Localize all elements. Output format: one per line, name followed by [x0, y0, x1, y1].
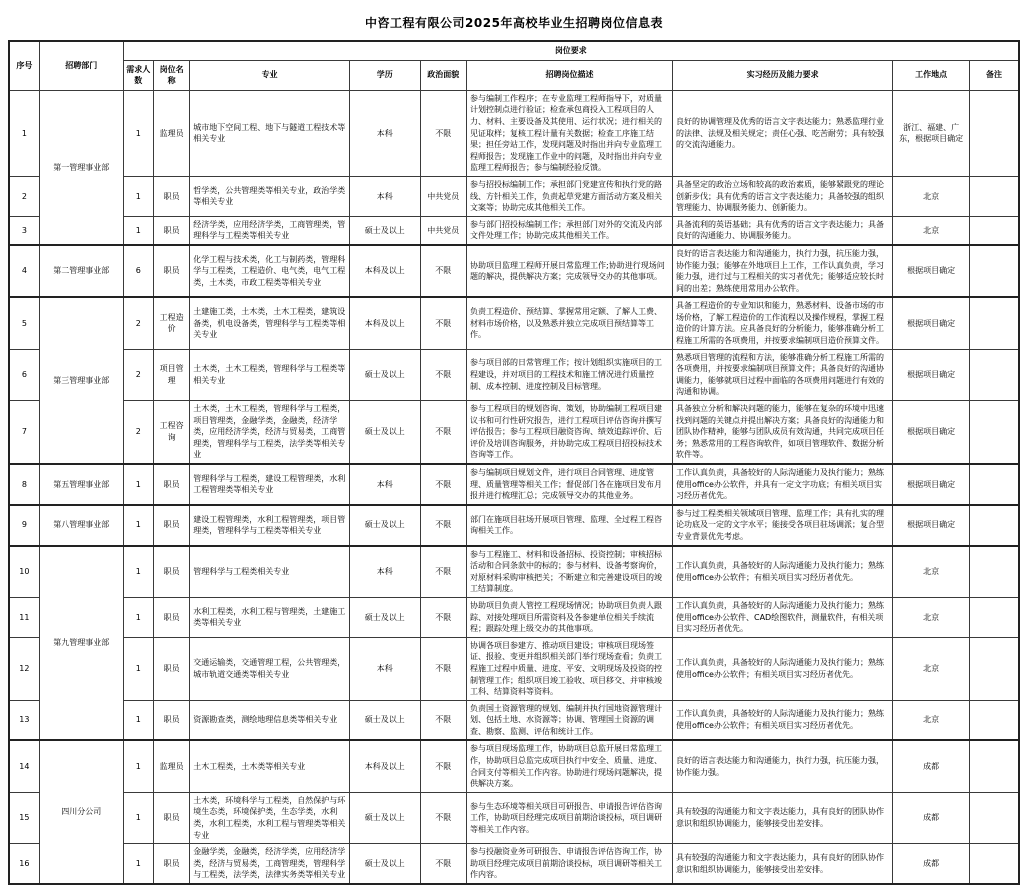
- row-location: 根据项目确定: [893, 401, 970, 464]
- row-no: 12: [9, 637, 39, 700]
- row-major: 土木类，环境科学与工程类，自然保护与环境生态类，环境保护类，生态学类，水利类，水利工程类，水利工程与管理类等相关专业: [190, 792, 350, 843]
- row-experience: 工作认真负责，具备较好的人际沟通能力及执行能力；熟练使用office办公软件；有相关项目实习经历者优先。: [673, 546, 893, 598]
- header-no: 序号: [9, 41, 39, 90]
- row-experience: 具备工程造价的专业知识和能力，熟悉材料、设备市场的市场价格，了解工程造价的工作流程以及操作规程，掌握工程造价的计算方法。应具备良好的分析能力，能够准确分析工程施工所需的各项费用，并按要求编制项目造价预算文件。: [673, 297, 893, 349]
- row-no: 9: [9, 505, 39, 546]
- row-political: 不限: [420, 637, 466, 700]
- row-remark: [969, 597, 1019, 637]
- row-experience: 工作认真负责，具备较好的人际沟通能力及执行能力；熟练使用office办公软件、CAD绘图软件，测量软件，有相关项目实习经历者优先。: [673, 597, 893, 637]
- row-job-title: 职员: [153, 844, 189, 884]
- row-job-title: 职员: [153, 546, 189, 598]
- row-experience: 熟悉项目管理的流程和方法，能够准确分析工程施工所需的各项费用，并按要求编制项目预算文件；具备良好的沟通协调能力，能够就项目过程中面临的各项费用问题进行有效的沟通和协调。: [673, 349, 893, 400]
- row-job-title: 职员: [153, 700, 189, 740]
- row-description: 参与编制项目规划文件，进行项目合同管理、进度管理、质量管理等相关工作；督促部门各在施项目发布月报并进行梳理汇总；完成领导交办的其他业务。: [467, 464, 673, 505]
- dept-cell: 四川分公司: [39, 740, 123, 884]
- header-row-sub: [9, 60, 1019, 90]
- row-job-title: 职员: [153, 245, 189, 297]
- row-degree: 硕士及以上: [349, 401, 420, 464]
- row-major: 土木类，土木工程类，管理科学与工程类等相关专业: [190, 349, 350, 400]
- row-job-title: 工程造价: [153, 297, 189, 349]
- row-count: 2: [123, 349, 153, 400]
- row-political: 不限: [420, 700, 466, 740]
- row-political: 不限: [420, 297, 466, 349]
- row-count: 1: [123, 464, 153, 505]
- row-political: 不限: [420, 245, 466, 297]
- row-remark: [969, 546, 1019, 598]
- row-description: 负责国土资源管理的规划、编制并执行国地资源管理计划、包括土地、水资源等；协调、管理国土资源的调查、勘察、监测、评估和统计工作。: [467, 700, 673, 740]
- row-degree: 硕士及以上: [349, 505, 420, 546]
- row-no: 6: [9, 349, 39, 400]
- row-job-title: 监理员: [153, 90, 189, 176]
- row-location: 根据项目确定: [893, 245, 970, 297]
- row-experience: 具有较强的沟通能力和文字表达能力，具有良好的团队协作意识和组织协调能力，能够接受出差安排。: [673, 844, 893, 884]
- row-political: 不限: [420, 464, 466, 505]
- row-degree: 本科: [349, 90, 420, 176]
- dept-cell: 第二管理事业部: [39, 245, 123, 297]
- table-row: [9, 546, 1019, 598]
- row-experience: 良好的协调管理及优秀的语言文字表达能力；熟悉监理行业的法律、法规及相关规定；责任心强、吃苦耐劳；具有较强的交流沟通能力。: [673, 90, 893, 176]
- row-major: 经济学类，应用经济学类，工商管理类，管理科学与工程类等相关专业: [190, 216, 350, 245]
- row-location: 北京: [893, 637, 970, 700]
- row-job-title: 职员: [153, 792, 189, 843]
- row-experience: 良好的语言表达能力和沟通能力，执行力强，抗压能力强，协作能力强。: [673, 740, 893, 792]
- row-description: 负责工程造价、预结算、掌握常用定额、了解人工费、材料市场价格，以及熟悉并独立完成项目预结算等工作。: [467, 297, 673, 349]
- row-count: 1: [123, 637, 153, 700]
- row-count: 6: [123, 245, 153, 297]
- row-experience: 良好的语言表达能力和沟通能力，执行力强，抗压能力强，协作能力强；能够在外地项目上工作，工作认真负责，学习能力强，进行过与工程相关的实习者优先；能够适应较长时间的出差；熟练使用常用办公软件。: [673, 245, 893, 297]
- dept-cell: 第八管理事业部: [39, 505, 123, 546]
- row-no: 8: [9, 464, 39, 505]
- row-major: 金融学类，金融类，经济学类，应用经济学类，经济与贸易类，工商管理类，管理科学与工程类，法学类，法律实务类等相关专业: [190, 844, 350, 884]
- row-remark: [969, 176, 1019, 216]
- dept-cell: 第五管理事业部: [39, 464, 123, 505]
- row-description: 参与项目部的日常管理工作；按计划组织实施项目的工程建设，并对项目的工程技术和施工情况进行质量控制、成本控制、进度控制及目标管理。: [467, 349, 673, 400]
- row-job-title: 职员: [153, 464, 189, 505]
- row-major: 哲学类，公共管理类等相关专业，政治学类等相关专业: [190, 176, 350, 216]
- row-degree: 本科: [349, 637, 420, 700]
- row-count: 1: [123, 505, 153, 546]
- row-major: 城市地下空间工程、地下与隧道工程技术等相关专业: [190, 90, 350, 176]
- row-count: 2: [123, 297, 153, 349]
- row-description: 参与生态环境等相关项目可研报告、申请报告评估咨询工作，协助项目经理完成项目前期洽谈投标，项目调研等相关工作内容。: [467, 792, 673, 843]
- row-degree: 硕士及以上: [349, 597, 420, 637]
- row-job-title: 项目管理: [153, 349, 189, 400]
- dept-cell: 第三管理事业部: [39, 297, 123, 464]
- row-political: 中共党员: [420, 216, 466, 245]
- header-requirements-group: 岗位要求: [123, 41, 1019, 60]
- row-no: 5: [9, 297, 39, 349]
- row-job-title: 工程咨询: [153, 401, 189, 464]
- row-description: 协助项目负责人管控工程现场情况；协助项目负责人跟踪、对接处理项目所需资料及各参建单位相关手续流程；跟踪处理上级交办的其他事项。: [467, 597, 673, 637]
- table-row: [9, 637, 1019, 700]
- row-political: 不限: [420, 597, 466, 637]
- row-major: 土木类，土木工程类，管理科学与工程类，项目管理类，金融学类，金融类，经济学类，应用经济学类，经济与贸易类，工商管理类，管理科学与工程类，法学类等相关专业: [190, 401, 350, 464]
- row-description: 参与投融资业务可研报告、申请报告评估咨询工作，协助项目经理完成项目前期洽谈投标，项目调研等相关工作内容。: [467, 844, 673, 884]
- row-no: 16: [9, 844, 39, 884]
- dept-cell: 第一管理事业部: [39, 90, 123, 245]
- row-degree: 本科及以上: [349, 740, 420, 792]
- row-experience: 参与过工程类相关领域项目管理、监理工作；具有扎实的理论功底及一定的文字水平；能接受各项目驻场调派；复合型专业背景优先考虑。: [673, 505, 893, 546]
- row-major: 土木工程类，土木类等相关专业: [190, 740, 350, 792]
- table-row: [9, 297, 1019, 349]
- page-title: 中咨工程有限公司2025年高校毕业生招聘岗位信息表: [365, 16, 663, 30]
- table-row: [9, 464, 1019, 505]
- header-dept: 招聘部门: [39, 41, 123, 90]
- row-remark: [969, 216, 1019, 245]
- row-count: 1: [123, 90, 153, 176]
- row-political: 不限: [420, 401, 466, 464]
- header-major: 专业: [190, 60, 350, 90]
- row-degree: 硕士及以上: [349, 349, 420, 400]
- row-major: 交通运输类，交通管理工程，公共管理类，城市轨道交通类等相关专业: [190, 637, 350, 700]
- row-experience: 具备独立分析和解决问题的能力，能够在复杂的环境中迅速找到问题的关键点并提出解决方案；具备良好的沟通能力和团队协作精神，能够与团队成员有效沟通，共同完成项目任务；熟悉常用的工程咨询软件，如项目管理软件、数据分析软件等。: [673, 401, 893, 464]
- row-political: 不限: [420, 546, 466, 598]
- header-count: 需求人数: [123, 60, 153, 90]
- row-description: 部门在施项目驻场开展项目管理、监理、全过程工程咨询相关工作。: [467, 505, 673, 546]
- row-location: 根据项目确定: [893, 505, 970, 546]
- row-no: 2: [9, 176, 39, 216]
- row-count: 1: [123, 700, 153, 740]
- row-location: 成都: [893, 740, 970, 792]
- row-experience: 工作认真负责，具备较好的人际沟通能力及执行能力；熟练使用office办公软件；有相关项目实习经历者优先。: [673, 637, 893, 700]
- row-location: 北京: [893, 216, 970, 245]
- row-no: 10: [9, 546, 39, 598]
- row-location: 根据项目确定: [893, 349, 970, 400]
- row-no: 4: [9, 245, 39, 297]
- row-job-title: 监理员: [153, 740, 189, 792]
- table-row: [9, 700, 1019, 740]
- row-political: 中共党员: [420, 176, 466, 216]
- header-row-top: [9, 41, 1019, 60]
- row-description: 协调各项目参建方、推动项目建设；审核项目现场签证、报验、变更并组织相关部门举行现场查看；负责工程施工过程中质量、进度、平安、文明现场及投资的控制管理工作；组织项目竣工验收、项目移交、并审核竣工科、结算资料等资料。: [467, 637, 673, 700]
- row-remark: [969, 740, 1019, 792]
- row-remark: [969, 349, 1019, 400]
- row-job-title: 职员: [153, 216, 189, 245]
- row-degree: 本科: [349, 176, 420, 216]
- row-political: 不限: [420, 792, 466, 843]
- header-degree: 学历: [349, 60, 420, 90]
- row-experience: 具备坚定的政治立场和较高的政治素质，能够紧跟党的理论创新步伐；具有优秀的语言文字表达能力；具备较强的组织管理能力、协调服务能力、创新能力。: [673, 176, 893, 216]
- table-row: [9, 90, 1019, 176]
- row-degree: 本科: [349, 546, 420, 598]
- row-job-title: 职员: [153, 637, 189, 700]
- row-degree: 本科及以上: [349, 297, 420, 349]
- row-major: 建设工程管理类，水利工程管理类，项目管理类，管理科学与工程类等相关专业: [190, 505, 350, 546]
- table-row: [9, 740, 1019, 792]
- row-remark: [969, 505, 1019, 546]
- row-political: 不限: [420, 90, 466, 176]
- row-political: 不限: [420, 505, 466, 546]
- row-major: 管理科学与工程类，建设工程管理类，水利工程管理类等相关专业: [190, 464, 350, 505]
- row-no: 7: [9, 401, 39, 464]
- table-row: [9, 176, 1019, 216]
- table-row: [9, 216, 1019, 245]
- table-row: [9, 505, 1019, 546]
- row-job-title: 职员: [153, 597, 189, 637]
- row-description: 参与部门招投标编制工作；承担部门对外的交流及内部文件处理工作；协助完成其他相关工作。: [467, 216, 673, 245]
- row-description: 参与工程施工、材料和设备招标、投资控制；审核招标活动和合同条款中的标的；参与材料、设备考察询价，对原材料采购审核把关；不断建立和完善建设项目的竣工结算制度。: [467, 546, 673, 598]
- row-location: 根据项目确定: [893, 297, 970, 349]
- row-job-title: 职员: [153, 176, 189, 216]
- row-remark: [969, 637, 1019, 700]
- row-remark: [969, 464, 1019, 505]
- header-description: 招聘岗位描述: [467, 60, 673, 90]
- row-location: 北京: [893, 700, 970, 740]
- row-location: 根据项目确定: [893, 464, 970, 505]
- dept-cell: 第九管理事业部: [39, 546, 123, 741]
- row-degree: 本科: [349, 464, 420, 505]
- row-no: 11: [9, 597, 39, 637]
- row-major: 资源勘查类，测绘地理信息类等相关专业: [190, 700, 350, 740]
- row-location: 成都: [893, 792, 970, 843]
- header-political: 政治面貌: [420, 60, 466, 90]
- row-political: 不限: [420, 740, 466, 792]
- header-remark: 备注: [969, 60, 1019, 90]
- row-remark: [969, 297, 1019, 349]
- row-major: 管理科学与工程类相关专业: [190, 546, 350, 598]
- header-experience: 实习经历及能力要求: [673, 60, 893, 90]
- table-row: [9, 401, 1019, 464]
- row-location: 成都: [893, 844, 970, 884]
- header-location: 工作地点: [893, 60, 970, 90]
- row-remark: [969, 700, 1019, 740]
- table-row: [9, 844, 1019, 884]
- row-description: 参与项目现场监理工作，协助项目总监开展日常监理工作，协助项目总监完成项目执行中安全、质量、进度、合同支付等相关工作内容。协助进行现场问题解决，提供解决方案。: [467, 740, 673, 792]
- row-count: 1: [123, 216, 153, 245]
- row-count: 2: [123, 401, 153, 464]
- row-remark: [969, 792, 1019, 843]
- row-count: 1: [123, 597, 153, 637]
- row-job-title: 职员: [153, 505, 189, 546]
- row-count: 1: [123, 740, 153, 792]
- row-description: 协助项目监理工程师开展日常监理工作;协助进行现场问题的解决，提供解决方案；完成领导交办的其他事项。: [467, 245, 673, 297]
- row-experience: 具有较强的沟通能力和文字表达能力，具有良好的团队协作意识和组织协调能力，能够接受出差安排。: [673, 792, 893, 843]
- row-description: 参与工程项目的规划咨询、策划，协助编制工程项目建议书和可行性研究报告，进行工程项目评估咨询并撰写评估报告；参与工程项目融资咨询、绩效追踪评价、后评价及培训咨询服务，并协助完成工程项目招投标技术咨询等工作。: [467, 401, 673, 464]
- row-count: 1: [123, 792, 153, 843]
- row-count: 1: [123, 176, 153, 216]
- row-location: 北京: [893, 597, 970, 637]
- row-location: 北京: [893, 176, 970, 216]
- row-political: 不限: [420, 844, 466, 884]
- row-no: 14: [9, 740, 39, 792]
- row-degree: 硕士及以上: [349, 792, 420, 843]
- row-experience: 具备流利的英语基础；具有优秀的语言文字表达能力；具备良好的沟通能力、协调服务能力。: [673, 216, 893, 245]
- row-location: 浙江、福建、广东，根据项目确定: [893, 90, 970, 176]
- row-no: 1: [9, 90, 39, 176]
- row-no: 15: [9, 792, 39, 843]
- table-row: [9, 597, 1019, 637]
- row-degree: 硕士及以上: [349, 700, 420, 740]
- table-row: [9, 792, 1019, 843]
- row-count: 1: [123, 546, 153, 598]
- row-count: 1: [123, 844, 153, 884]
- row-political: 不限: [420, 349, 466, 400]
- row-remark: [969, 245, 1019, 297]
- row-no: 13: [9, 700, 39, 740]
- row-no: 3: [9, 216, 39, 245]
- row-description: 参与招投标编制工作；承担部门党建宣传和执行党的路线、方针相关工作，负责起草党建方面活动方案及相关文案等；协助完成其他相关工作。: [467, 176, 673, 216]
- row-degree: 硕士及以上: [349, 216, 420, 245]
- row-degree: 本科及以上: [349, 245, 420, 297]
- table-row: [9, 349, 1019, 400]
- row-remark: [969, 90, 1019, 176]
- recruitment-table: [8, 40, 1020, 885]
- row-major: 水利工程类，水利工程与管理类，土建施工类等相关专业: [190, 597, 350, 637]
- table-row: [9, 245, 1019, 297]
- row-location: 北京: [893, 546, 970, 598]
- row-degree: 硕士及以上: [349, 844, 420, 884]
- row-experience: 工作认真负责，具备较好的人际沟通能力及执行能力；熟练使用office办公软件，并具有一定文字功底；有相关项目实习经历者优先。: [673, 464, 893, 505]
- row-remark: [969, 844, 1019, 884]
- row-description: 参与编制工作程序；在专业监理工程师指导下，对质量计划控制点进行验证；检查承包商投入工程项目的人力、材料、主要设备及其使用、运行状况；进行相关的见证取样；复核工程计量有关数据；检查工序施工结果；担任旁站工作，发现问题及时指出并向专业监理工程师报告；发现施工作业中的问题，及时指出并向专业监理工程师报告；参与编制经验反馈。: [467, 90, 673, 176]
- row-remark: [969, 401, 1019, 464]
- row-experience: 工作认真负责，具备较好的人际沟通能力及执行能力；熟练使用office办公软件；有相关项目实习经历者优先。: [673, 700, 893, 740]
- row-major: 化学工程与技术类，化工与制药类，管理科学与工程类，工程造价、电气类，电气工程类，土木类，市政工程类等相关专业: [190, 245, 350, 297]
- row-major: 土建施工类，土木类，土木工程类，建筑设备类，机电设备类，管理科学与工程类等相关专业: [190, 297, 350, 349]
- header-job-title: 岗位名称: [153, 60, 189, 90]
